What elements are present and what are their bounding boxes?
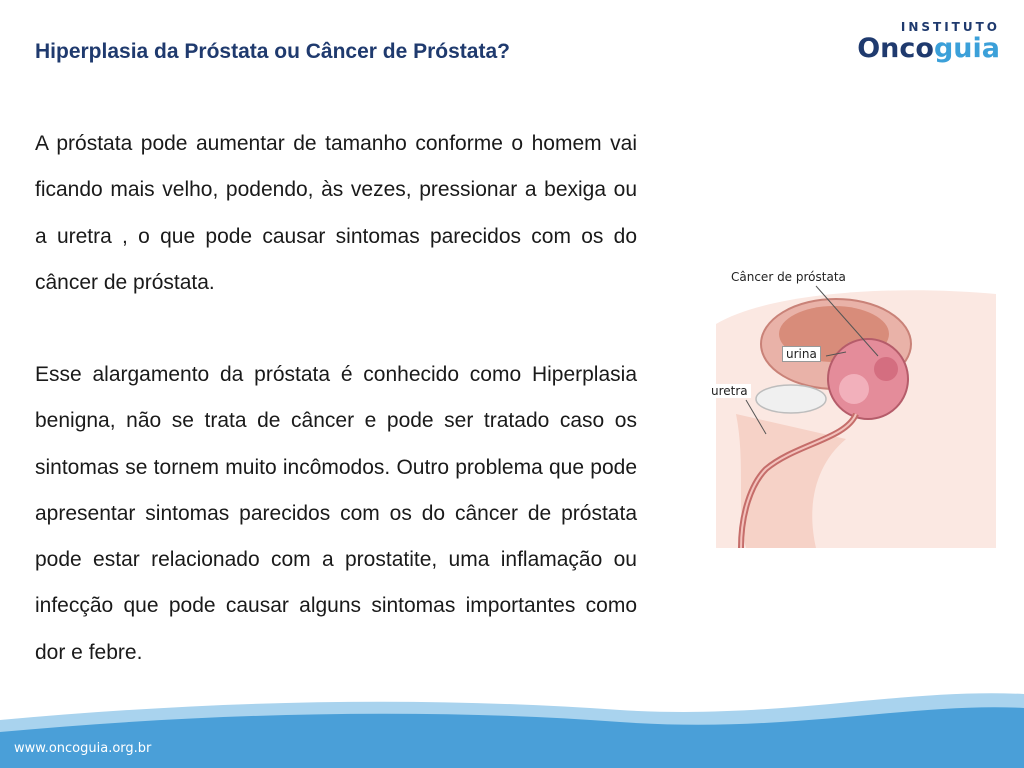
- prostate-tumor-shape: [874, 357, 898, 381]
- label-uretra: uretra: [708, 384, 751, 398]
- slide-title: Hiperplasia da Próstata ou Câncer de Próstata?: [35, 40, 510, 63]
- footer-website-url: www.oncoguia.org.br: [14, 741, 152, 756]
- paragraph-intro: A próstata pode aumentar de tamanho conforme o homem vai ficando mais velho, podendo, às vezes, pressionar a bexiga ou a uretra , o que pode causar sintomas parecidos com os do câncer de próstata.: [35, 132, 637, 294]
- prostate-anatomy-illustration: [706, 264, 996, 548]
- label-urina: urina: [782, 346, 821, 362]
- logo-instituto-text: INSTITUTO: [900, 20, 1000, 34]
- logo-guia-text: guia: [933, 33, 1000, 64]
- logo-onco-text: Onco: [857, 33, 934, 64]
- prostate-lobe-shape: [839, 374, 869, 404]
- anatomy-drawing: [706, 264, 996, 548]
- logo-wordmark: [857, 34, 1000, 64]
- paragraph-hiperplasia: Esse alargamento da próstata é conhecido como Hiperplasia benigna, não se trata de câncer e pode ser tratado caso os sintomas se tornem muito incômodos. Outro problema que pode apresentar sintomas parecidos com os do câncer de próstata pode estar relacionado com a prostatite, uma inflamação ou infecção que pode causar alguns sintomas importantes como dor e febre.: [35, 363, 637, 664]
- prostate-shape: [828, 339, 908, 419]
- label-cancer-prostata: Câncer de próstata: [728, 270, 849, 284]
- oncoguia-logo: [857, 20, 1000, 64]
- footer-wave: [0, 688, 1024, 768]
- pubic-bone-shape: [756, 385, 826, 413]
